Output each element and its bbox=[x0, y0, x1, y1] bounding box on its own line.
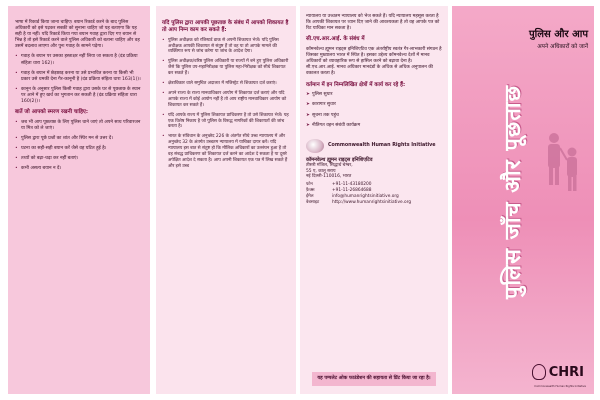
list-item: • कभी असत्य बयान न दें। bbox=[15, 166, 62, 172]
list-item: • क्षेत्राधिकार वाले समुचित अदालत में मजिस्ट्रेट से शिकायत दर्ज कराएं। bbox=[162, 81, 277, 87]
org-name-english: Commonwealth Human Rights Initiative bbox=[328, 143, 436, 149]
cover-title-block bbox=[529, 26, 588, 50]
cover-title: पुलिस और आप bbox=[529, 29, 588, 40]
address-line: नई दिल्ली-110016, भारत bbox=[306, 174, 352, 180]
bullet-icon: • bbox=[162, 90, 165, 96]
bullet-icon: • bbox=[162, 37, 165, 43]
bullet-icon: • bbox=[15, 166, 18, 172]
phone-value: +91-11-43180200 bbox=[332, 182, 372, 188]
complaint-heading: यदि पुलिस द्वारा आपकी पूछताछ के संबंध में आपको शिकायत है तो आप निम्न काम कर सकते हैं: bbox=[162, 20, 289, 33]
contact-label: ईमेल bbox=[306, 193, 314, 199]
areas-heading: वर्तमान में इन निम्नलिखित क्षेत्रों में कार्य कर रहे हैं: bbox=[306, 81, 406, 88]
bullet-icon: • bbox=[162, 59, 165, 65]
list-item: • अपने राज्य के राज्य मानवाधिकार आयोग में शिकायत दर्ज कराएं और यदि आपके राज्य में कोई आयोग नहीं है तो आप राष्ट्रीय मानवाधिकार आयोग को शिकायत कर सकते हैं। bbox=[162, 90, 287, 108]
bullet-icon: • bbox=[15, 119, 18, 125]
globe-icon bbox=[306, 139, 324, 153]
chri-logo-text: CHRI bbox=[548, 364, 584, 380]
list-item: • गवाह के बयान पर उसका हस्ताक्षर नहीं लिया जा सकता है (दंड प्रक्रिया संहिता धारा 162)। bbox=[15, 54, 138, 66]
about-heading: सी.एच.आर.आई. के संबंध में bbox=[306, 36, 365, 43]
bullet-icon: • bbox=[162, 81, 165, 87]
bullet-icon: • bbox=[15, 54, 18, 60]
vertical-title: पुलिस जाँच और पूछताछ bbox=[501, 84, 527, 300]
remember-heading: बातें जो आपको स्मरण रखनी चाहिए: bbox=[15, 109, 89, 116]
sponsor-note: यह पम्पलेट ओक फाउंडेशन की सहायता से प्रिंट किया जा रहा है। bbox=[312, 372, 436, 386]
about-paragraph: कॉमनवेल्थ ह्यूमन राइट्स इनिशिएटिव एक अंतर्राष्ट्रीय स्वतंत्र गैर-लाभकारी संगठन है जिसका मुख्यालय भारत में स्थित है। इसका उद्देश्य कॉमनवेल्थ देशों में मानव अधिकारों को व्यावहारिक रूप से हासिल करने को बढ़ावा देना है। सी.एच.आर.आई. मानव अधिकार मानदंडों के अधिक से अधिक अनुपालन की वकालत करता है। bbox=[306, 47, 442, 77]
bullet-icon: • bbox=[162, 134, 165, 140]
vertical-title-wrap bbox=[482, 84, 542, 300]
list-item: ➤ नीतिगत वहन संबंधी कार्यक्रम bbox=[306, 122, 361, 128]
police-illustration bbox=[536, 66, 590, 234]
panel-about-chri bbox=[300, 6, 448, 394]
list-item: • भारत के संविधान के अनुच्छेद 226 के अंतर्गत सीधे उच्च न्यायालय में और अनुच्छेद 32 के अंतर्गत उच्चतम न्यायालय में याचिका दायर करें। यदि न्यायालय इस बात से संतुष्ट हो कि मौलिक अधिकारों का उल्लंघन हुआ है तो वह संबद्ध प्राधिकरण को शिकायत दर्ज करने का आदेश दे सकता है या दूसरे अपेक्षित आदेश दे सकता है। आप अपनी शिकायत एक पत्र में लिख सकते हैं और इसे उच्च bbox=[162, 134, 288, 169]
list-item: • यदि आपके राज्य में पुलिस शिकायत प्राधिकरण है तो उसे शिकायत भेजें। यह एक विशेष निकाय है जो पुलिस के विरुद्ध नागरिकों की शिकायतों की जांच करता है। bbox=[162, 112, 289, 130]
contact-label: फ़ैक्स bbox=[306, 187, 315, 193]
list-item: • तथ्यों को बढ़ा-चढ़ा कर नहीं बताएं। bbox=[15, 156, 79, 162]
statement-paragraph: भाषा में रिकार्ड किया जाना चाहिए। बयान रिकार्ड करने के बाद पुलिस अधिकारी को इसे पढ़कर सबकी को सुनाना चाहिए जो यह बताएगा कि यह सही है या नहीं। यदि रिकार्ड किया गया बयान गवाह द्वारा दिए गए बयान से भिन्न है तो इसे रिकार्ड करने वाले पुलिस अधिकारी को बताना चाहिए और वह उसमें बदलाव लाएगा और पुनः गवाह के सामने पढ़ेगा। bbox=[15, 20, 140, 50]
list-item: • पुलिस अधीक्षक/वरिष्ठ पुलिस अधिकारी या राज्यों में बने हुए पुलिस अधिकारी जैसे कि पुलिस उप-महानिरीक्षक या पुलिस महा-निरीक्षक को सीधे शिकायत कर सकते हैं। bbox=[162, 59, 289, 77]
list-item: • पुलिस अधीक्षक को रजिस्टर्ड डाक से अपनी शिकायत भेजें। यदि पुलिस अधीक्षक आपकी शिकायत से संतुष्ट हैं तो वह या तो आपके मामले की व्यक्तिगत रूप से जांच करेगा या जांच के आदेश देगा। bbox=[162, 37, 279, 55]
website-value: http://www.humanrightsinitiative.org bbox=[332, 199, 412, 205]
panel-complaints bbox=[156, 6, 296, 394]
arrow-icon: ➤ bbox=[306, 112, 310, 118]
bullet-icon: • bbox=[162, 112, 165, 118]
bullet-icon: • bbox=[15, 136, 18, 142]
address-line: 55 ए, कालू सराय bbox=[306, 168, 336, 174]
bullet-icon: • bbox=[15, 146, 18, 152]
list-item: ➤ सूचना तक पहुंच bbox=[306, 112, 339, 118]
chri-emblem-icon bbox=[532, 364, 546, 380]
court-paragraph: न्यायालय या उच्चतम न्यायालय को भेज सकते हैं। यदि न्यायालय महसूस करता है कि आपकी शिकायत पर ध्यान दिए जाने की आवश्यकता है तो वह आपके पत्र को रिट याचिका मान सकता है। bbox=[306, 14, 440, 32]
email-value: info@humanrightsinitiative.org bbox=[332, 193, 399, 199]
arrow-icon: ➤ bbox=[306, 122, 310, 128]
bullet-icon: • bbox=[15, 70, 18, 76]
list-item: • गवाह के बयान में छेड़छाड़ करना या उसे प्रभावित करना या किसी भी प्रकार उसे धमकी देना गैर-कानूनी है (दंड प्रक्रिया संहिता धारा 163(1))। bbox=[15, 70, 141, 82]
panel-cover bbox=[452, 6, 594, 394]
address-line: तीसरी मंजिल, सिद्धार्थ चेम्बर, bbox=[306, 162, 353, 168]
bullet-icon: • bbox=[15, 86, 18, 92]
chri-logo bbox=[532, 364, 584, 380]
list-item: ➤ कारागार सुधार bbox=[306, 102, 336, 108]
list-item: • जब भी आप पूछताछ के लिए पुलिस थाने जाएं तो अपने साथ परिवारजन या मित्र को ले जाएं। bbox=[15, 119, 141, 132]
list-item: • कानून के अनुसार पुलिस किसी गवाह द्वारा उसके घर से पूछताछ के स्थान पर आने में हुए खर्च का भुगतान कर सकती है (दंड प्रक्रिया संहिता धारा 160(2))। bbox=[15, 86, 141, 105]
contact-label: फोन bbox=[306, 182, 313, 188]
panel-witness-statement bbox=[8, 6, 150, 394]
chri-tagline: Commonwealth Human Rights Initiative bbox=[534, 385, 586, 388]
fax-value: +91-11-26864688 bbox=[332, 187, 372, 193]
org-logo-line bbox=[306, 139, 442, 153]
list-item: ➤ पुलिस सुधार bbox=[306, 92, 333, 98]
list-item: • पुलिस द्वारा पूछे प्रश्नों का शांत और स्थिर मन से उत्तर दें। bbox=[15, 136, 113, 142]
arrow-icon: ➤ bbox=[306, 92, 310, 98]
contact-label: वेबसाइट bbox=[306, 199, 320, 205]
bullet-icon: • bbox=[15, 156, 18, 162]
contact-table bbox=[306, 182, 442, 205]
org-name-hindi: कॉमनवेल्थ ह्यूमन राइट्स इनिशिएटिव bbox=[306, 156, 373, 163]
arrow-icon: ➤ bbox=[306, 102, 310, 108]
list-item: • घटना का सही-सही बयान करें जैसे वह घटित हुई है। bbox=[15, 146, 107, 152]
cover-subtitle: अपने अधिकारों को जानें bbox=[537, 44, 588, 50]
